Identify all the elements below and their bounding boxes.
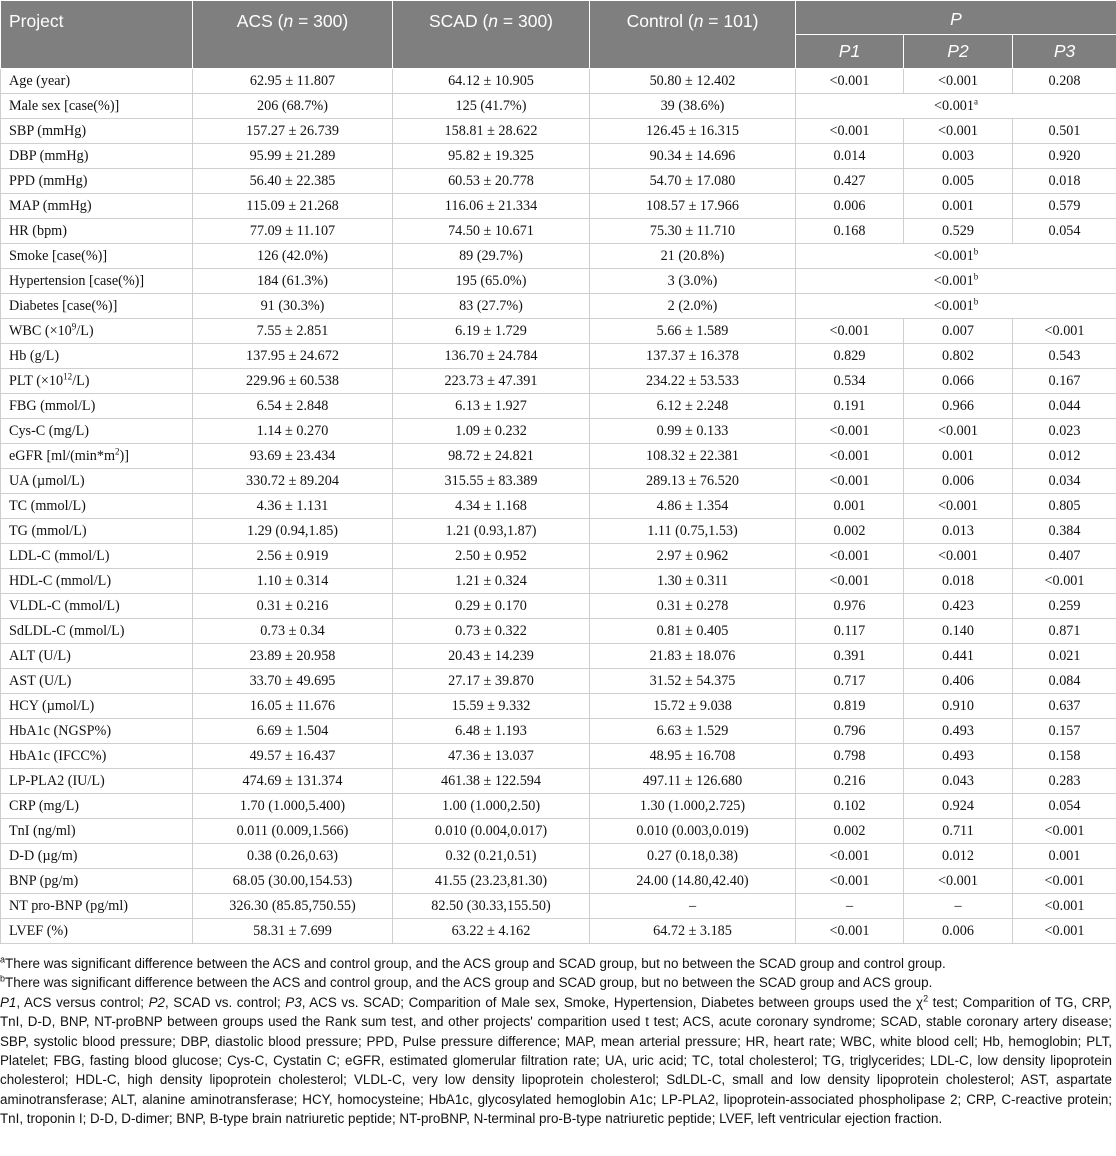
scad-value: 0.010 (0.004,0.017) [393,819,590,844]
scad-value: 89 (29.7%) [393,244,590,269]
header-acs: ACS (n = 300) [193,1,393,69]
scad-value: 1.09 ± 0.232 [393,419,590,444]
acs-value: 2.56 ± 0.919 [193,544,393,569]
control-value: 1.30 (1.000,2.725) [590,794,796,819]
p1-value: <0.001 [796,119,904,144]
p1-value: 0.102 [796,794,904,819]
p2-value: <0.001 [904,869,1013,894]
row-label: LP-PLA2 (IU/L) [1,769,193,794]
p2-value: <0.001 [904,119,1013,144]
row-label: Male sex [case(%)] [1,94,193,119]
p1-value: 0.819 [796,694,904,719]
control-value: 3 (3.0%) [590,269,796,294]
table-row [1,644,1116,669]
control-value: 21.83 ± 18.076 [590,644,796,669]
row-label: LDL-C (mmol/L) [1,544,193,569]
scad-value: 125 (41.7%) [393,94,590,119]
p1-value: 0.168 [796,219,904,244]
acs-value: 77.09 ± 11.107 [193,219,393,244]
scad-value: 1.00 (1.000,2.50) [393,794,590,819]
table-row [1,819,1116,844]
row-label: VLDL-C (mmol/L) [1,594,193,619]
p1-value: 0.006 [796,194,904,219]
control-value: 21 (20.8%) [590,244,796,269]
control-value: 126.45 ± 16.315 [590,119,796,144]
table-row [1,769,1116,794]
p3-value: 0.084 [1013,669,1116,694]
p2-value: 0.924 [904,794,1013,819]
row-label: MAP (mmHg) [1,194,193,219]
p2-value: 0.966 [904,394,1013,419]
header-p2: P2 [904,35,1013,69]
scad-value: 0.29 ± 0.170 [393,594,590,619]
p3-value: 0.023 [1013,419,1116,444]
scad-value: 315.55 ± 83.389 [393,469,590,494]
header-scad: SCAD (n = 300) [393,1,590,69]
p3-value: 0.001 [1013,844,1116,869]
row-label: SdLDL-C (mmol/L) [1,619,193,644]
row-label: HbA1c (NGSP%) [1,719,193,744]
p1-value: 0.001 [796,494,904,519]
row-label: Smoke [case(%)] [1,244,193,269]
control-value: 2.97 ± 0.962 [590,544,796,569]
p3-value: 0.158 [1013,744,1116,769]
scad-value: 6.19 ± 1.729 [393,319,590,344]
table-row [1,719,1116,744]
scad-value: 0.32 (0.21,0.51) [393,844,590,869]
scad-value: 20.43 ± 14.239 [393,644,590,669]
p1-value: <0.001 [796,544,904,569]
p3-value: 0.167 [1013,369,1116,394]
scad-value: 98.72 ± 24.821 [393,444,590,469]
row-label: D-D (µg/m) [1,844,193,869]
p1-value: 0.002 [796,519,904,544]
control-value: 137.37 ± 16.378 [590,344,796,369]
scad-value: 60.53 ± 20.778 [393,169,590,194]
p2-value: 0.140 [904,619,1013,644]
row-label: PPD (mmHg) [1,169,193,194]
row-label: DBP (mmHg) [1,144,193,169]
row-label: FBG (mmol/L) [1,394,193,419]
table-row [1,169,1116,194]
p2-value: 0.066 [904,369,1013,394]
p1-value: – [796,894,904,919]
p1-value: 0.191 [796,394,904,419]
p3-value: 0.384 [1013,519,1116,544]
p1-value: 0.427 [796,169,904,194]
acs-value: 16.05 ± 11.676 [193,694,393,719]
control-value: 0.99 ± 0.133 [590,419,796,444]
control-value: 1.11 (0.75,1.53) [590,519,796,544]
table-row [1,69,1116,94]
footnote-a: $^a$There was significant difference between the ACS and control group, and the ACS group and SCAD group, but no between the SCAD group and control group. [0,954,946,971]
table-row [1,869,1116,894]
p2-value: 0.012 [904,844,1013,869]
p2-value: – [904,894,1013,919]
acs-value: 0.38 (0.26,0.63) [193,844,393,869]
acs-value: 49.57 ± 16.437 [193,744,393,769]
p3-value: <0.001 [1013,894,1116,919]
p3-value: 0.208 [1013,69,1116,94]
p2-value: 0.910 [904,694,1013,719]
p3-value: 0.871 [1013,619,1116,644]
row-label: Diabetes [case(%)] [1,294,193,319]
control-value: 39 (38.6%) [590,94,796,119]
control-value: 90.34 ± 14.696 [590,144,796,169]
table-row [1,694,1116,719]
row-label: AST (U/L) [1,669,193,694]
p2-value: 0.018 [904,569,1013,594]
p2-value: 0.423 [904,594,1013,619]
row-label: BNP (pg/m) [1,869,193,894]
p2-value: 0.006 [904,469,1013,494]
row-label: HbA1c (IFCC%) [1,744,193,769]
control-value: 0.31 ± 0.278 [590,594,796,619]
p-value-combined: <0.001$^b$ [796,244,1116,269]
table-row [1,894,1116,919]
row-label: SBP (mmHg) [1,119,193,144]
acs-value: 1.10 ± 0.314 [193,569,393,594]
control-value: 15.72 ± 9.038 [590,694,796,719]
header-project: Project [1,1,193,69]
p1-value: <0.001 [796,869,904,894]
p1-value: <0.001 [796,444,904,469]
scad-value: 63.22 ± 4.162 [393,919,590,944]
control-value: 5.66 ± 1.589 [590,319,796,344]
p2-value: 0.013 [904,519,1013,544]
control-value: 2 (2.0%) [590,294,796,319]
acs-value: 1.29 (0.94,1.85) [193,519,393,544]
acs-value: 0.011 (0.009,1.566) [193,819,393,844]
table-row [1,269,1116,294]
scad-value: 0.73 ± 0.322 [393,619,590,644]
scad-value: 47.36 ± 13.037 [393,744,590,769]
p2-value: 0.406 [904,669,1013,694]
acs-value: 91 (30.3%) [193,294,393,319]
acs-value: 1.14 ± 0.270 [193,419,393,444]
table-row [1,619,1116,644]
row-label: TnI (ng/ml) [1,819,193,844]
p2-value: 0.006 [904,919,1013,944]
row-label: LVEF (%) [1,919,193,944]
acs-value: 4.36 ± 1.131 [193,494,393,519]
p3-value: 0.579 [1013,194,1116,219]
acs-value: 1.70 (1.000,5.400) [193,794,393,819]
p3-value: 0.283 [1013,769,1116,794]
abbreviations-note: P1, ACS versus control; P2, SCAD vs. control; P3, ACS vs. SCAD; Comparition of Male sex, Smoke, Hypertension, Diabetes between groups used the $\chi^2$ test; Comparition of TG, CRP, TnI, D-D, BNP, NT-proBNP between groups used the Rank sum test, and other projects' comparition used t test; ACS, acute coronary syndrome; SCAD, stable coronary artery disease; SBP, systolic blood pressure; DBP, diastolic blood pressure; PPD, Pulse pressure difference; MAP, mean arterial pressure; HR, heart rate; WBC, white blood cell; Hb, hemoglobin; PLT, Platelet; FBG, fasting blood glucose; Cys-C, Cystatin C; eGFR, estimated glomerular filtration rate; UA, uric acid; TC, total cholesterol; TG, triglycerides; LDL-C, low density lipoprotein cholesterol; HDL-C, high density lipoprotein cholesterol; VLDL-C, very low density lipoprotein cholesterol; SdLDL-C, small and low density lipoprotein cholesterol; AST, aspartate aminotransferase; ALT, alanine aminotransferase; HCY, homocysteine; HbA1c, glycosylated hemoglobin A1c; LP-PLA2, lipoprotein-associated phospholipase 2; CRP, C-reactive protein; TnI, troponin I; D-D, D-dimer; BNP, B-type brain natriuretic peptide; NT-proBNP, N-terminal pro-B-type natriuretic peptide; LVEF, left ventricular ejection fraction. [0,993,1113,1127]
acs-value: 33.70 ± 49.695 [193,669,393,694]
p3-value: <0.001 [1013,869,1116,894]
p2-value: 0.003 [904,144,1013,169]
p2-value: 0.802 [904,344,1013,369]
scad-value: 158.81 ± 28.622 [393,119,590,144]
row-label: UA (µmol/L) [1,469,193,494]
scad-value: 64.12 ± 10.905 [393,69,590,94]
acs-value: 184 (61.3%) [193,269,393,294]
p2-value: 0.441 [904,644,1013,669]
p3-value: 0.021 [1013,644,1116,669]
row-label: Cys-C (mg/L) [1,419,193,444]
p2-value: <0.001 [904,494,1013,519]
p2-value: <0.001 [904,419,1013,444]
p3-value: 0.543 [1013,344,1116,369]
p3-value: 0.018 [1013,169,1116,194]
row-label: HCY (µmol/L) [1,694,193,719]
acs-value: 206 (68.7%) [193,94,393,119]
table-row [1,119,1116,144]
table-row [1,519,1116,544]
table-header [1,1,1116,69]
p3-value: <0.001 [1013,569,1116,594]
p3-value: 0.501 [1013,119,1116,144]
acs-value: 157.27 ± 26.739 [193,119,393,144]
p1-value: 0.117 [796,619,904,644]
p1-value: 0.796 [796,719,904,744]
acs-value: 115.09 ± 21.268 [193,194,393,219]
acs-value: 62.95 ± 11.807 [193,69,393,94]
table-row [1,294,1116,319]
control-value: 54.70 ± 17.080 [590,169,796,194]
scad-value: 1.21 ± 0.324 [393,569,590,594]
table-row [1,494,1116,519]
p2-value: 0.005 [904,169,1013,194]
p1-value: 0.391 [796,644,904,669]
acs-value: 6.54 ± 2.848 [193,394,393,419]
p1-value: <0.001 [796,469,904,494]
header-p1: P1 [796,35,904,69]
acs-value: 229.96 ± 60.538 [193,369,393,394]
acs-value: 58.31 ± 7.699 [193,919,393,944]
table-body [1,69,1116,944]
p1-value: 0.534 [796,369,904,394]
table-row [1,344,1116,369]
acs-value: 56.40 ± 22.385 [193,169,393,194]
p1-value: 0.829 [796,344,904,369]
header-p3: P3 [1013,35,1116,69]
p1-value: 0.216 [796,769,904,794]
p-value-combined: <0.001$^b$ [796,269,1116,294]
p-value-combined: <0.001$^b$ [796,294,1116,319]
acs-value: 7.55 ± 2.851 [193,319,393,344]
control-value: 6.63 ± 1.529 [590,719,796,744]
p1-value: 0.798 [796,744,904,769]
scad-value: 116.06 ± 21.334 [393,194,590,219]
table-row [1,219,1116,244]
p2-value: 0.529 [904,219,1013,244]
row-label: WBC $(\times 10^9/L)$ [1,319,193,344]
control-value: 0.27 (0.18,0.38) [590,844,796,869]
control-value: 50.80 ± 12.402 [590,69,796,94]
table-row [1,669,1116,694]
table-row [1,394,1116,419]
table-row [1,94,1116,119]
p3-value: 0.920 [1013,144,1116,169]
scad-value: 223.73 ± 47.391 [393,369,590,394]
p3-value: 0.054 [1013,219,1116,244]
scad-value: 27.17 ± 39.870 [393,669,590,694]
scad-value: 6.48 ± 1.193 [393,719,590,744]
control-value: 64.72 ± 3.185 [590,919,796,944]
control-value: 108.57 ± 17.966 [590,194,796,219]
control-value: 24.00 (14.80,42.40) [590,869,796,894]
p3-value: 0.157 [1013,719,1116,744]
table-row [1,194,1116,219]
table-row [1,744,1116,769]
scad-value: 1.21 (0.93,1.87) [393,519,590,544]
row-label: NT pro-BNP (pg/ml) [1,894,193,919]
p1-value: <0.001 [796,569,904,594]
acs-value: 326.30 (85.85,750.55) [193,894,393,919]
p3-value: 0.034 [1013,469,1116,494]
table-footnotes [0,954,1112,1129]
row-label: eGFR $[ml/(\min*m^2)]$ [1,444,193,469]
table-row [1,319,1116,344]
table-row [1,544,1116,569]
p1-value: <0.001 [796,69,904,94]
table-row [1,369,1116,394]
scad-value: 2.50 ± 0.952 [393,544,590,569]
scad-value: 461.38 ± 122.594 [393,769,590,794]
p2-value: 0.001 [904,194,1013,219]
p3-value: 0.044 [1013,394,1116,419]
p2-value: 0.043 [904,769,1013,794]
row-label: TC (mmol/L) [1,494,193,519]
table-row [1,444,1116,469]
p3-value: 0.012 [1013,444,1116,469]
table-row [1,419,1116,444]
control-value: 31.52 ± 54.375 [590,669,796,694]
p3-value: <0.001 [1013,319,1116,344]
control-value: 0.81 ± 0.405 [590,619,796,644]
acs-value: 474.69 ± 131.374 [193,769,393,794]
table-row [1,144,1116,169]
control-value: 48.95 ± 16.708 [590,744,796,769]
row-label: TG (mmol/L) [1,519,193,544]
p3-value: <0.001 [1013,919,1116,944]
acs-value: 126 (42.0%) [193,244,393,269]
p2-value: 0.493 [904,719,1013,744]
control-value: 108.32 ± 22.381 [590,444,796,469]
control-value: 289.13 ± 76.520 [590,469,796,494]
row-label: PLT $(\times 10^{12}/L)$ [1,369,193,394]
table-row [1,844,1116,869]
table-row [1,569,1116,594]
control-value: 4.86 ± 1.354 [590,494,796,519]
control-value: 75.30 ± 11.710 [590,219,796,244]
acs-value: 93.69 ± 23.434 [193,444,393,469]
acs-value: 137.95 ± 24.672 [193,344,393,369]
table-row [1,794,1116,819]
row-label: HR (bpm) [1,219,193,244]
p1-value: <0.001 [796,319,904,344]
p-value-combined: <0.001$^a$ [796,94,1116,119]
p3-value: 0.054 [1013,794,1116,819]
p1-value: 0.717 [796,669,904,694]
acs-value: 68.05 (30.00,154.53) [193,869,393,894]
scad-value: 41.55 (23.23,81.30) [393,869,590,894]
scad-value: 4.34 ± 1.168 [393,494,590,519]
p3-value: <0.001 [1013,819,1116,844]
p2-value: <0.001 [904,544,1013,569]
p3-value: 0.407 [1013,544,1116,569]
acs-value: 0.31 ± 0.216 [193,594,393,619]
scad-value: 82.50 (30.33,155.50) [393,894,590,919]
footnote-b: $^b$There was significant difference between the ACS and control group, and the ACS group and SCAD group, but no between the SCAD group and ACS group. [0,973,933,991]
p1-value: <0.001 [796,919,904,944]
scad-value: 195 (65.0%) [393,269,590,294]
control-value: – [590,894,796,919]
acs-value: 0.73 ± 0.34 [193,619,393,644]
scad-value: 74.50 ± 10.671 [393,219,590,244]
p2-value: 0.711 [904,819,1013,844]
table-row [1,469,1116,494]
p2-value: 0.001 [904,444,1013,469]
scad-value: 83 (27.7%) [393,294,590,319]
row-label: Hypertension [case(%)] [1,269,193,294]
p3-value: 0.805 [1013,494,1116,519]
control-value: 1.30 ± 0.311 [590,569,796,594]
p2-value: <0.001 [904,69,1013,94]
header-control: Control (n = 101) [590,1,796,69]
table-row [1,919,1116,944]
acs-value: 23.89 ± 20.958 [193,644,393,669]
p1-value: 0.002 [796,819,904,844]
scad-value: 95.82 ± 19.325 [393,144,590,169]
row-label: HDL-C (mmol/L) [1,569,193,594]
p1-value: <0.001 [796,844,904,869]
acs-value: 330.72 ± 89.204 [193,469,393,494]
acs-value: 6.69 ± 1.504 [193,719,393,744]
table-row [1,594,1116,619]
row-label: Age (year) [1,69,193,94]
acs-value: 95.99 ± 21.289 [193,144,393,169]
p1-value: <0.001 [796,419,904,444]
scad-value: 15.59 ± 9.332 [393,694,590,719]
header-p-group: P [796,1,1116,35]
row-label: ALT (U/L) [1,644,193,669]
control-value: 497.11 ± 126.680 [590,769,796,794]
control-value: 6.12 ± 2.248 [590,394,796,419]
control-value: 0.010 (0.003,0.019) [590,819,796,844]
control-value: 234.22 ± 53.533 [590,369,796,394]
table-row [1,244,1116,269]
row-label: CRP (mg/L) [1,794,193,819]
p1-value: 0.976 [796,594,904,619]
p2-value: 0.493 [904,744,1013,769]
p2-value: 0.007 [904,319,1013,344]
scad-value: 136.70 ± 24.784 [393,344,590,369]
p3-value: 0.259 [1013,594,1116,619]
p3-value: 0.637 [1013,694,1116,719]
p1-value: 0.014 [796,144,904,169]
scad-value: 6.13 ± 1.927 [393,394,590,419]
row-label: Hb (g/L) [1,344,193,369]
